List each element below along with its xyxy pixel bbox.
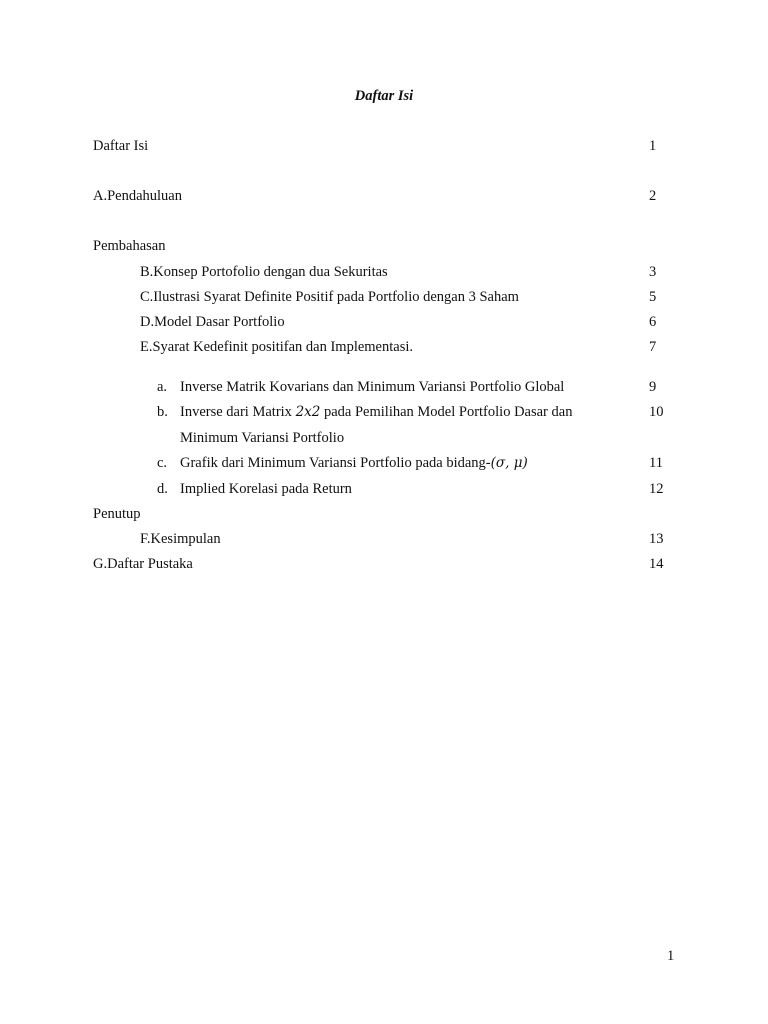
toc-entry-label [180, 402, 572, 422]
toc-subentry-letter: c. [157, 455, 168, 471]
toc-entry-label: A.Pendahuluan [93, 188, 182, 204]
toc-entry-page: 2 [649, 188, 657, 204]
toc-entry-page: 5 [649, 289, 657, 305]
toc-entry-label: Inverse Matrik Kovarians dan Minimum Variansi Portfolio Global [180, 379, 565, 395]
toc-section-pembahasan [93, 236, 683, 256]
toc-entry-kesimpulan [140, 529, 683, 549]
toc-entry-label: Penutup [93, 506, 141, 522]
toc-entry-page: 14 [649, 556, 664, 572]
toc-entry-page: 3 [649, 264, 657, 280]
toc-entry-label: Minimum Variansi Portfolio [180, 430, 345, 446]
label-text: pada Pemilihan Model Portfolio Dasar dan [320, 404, 573, 420]
toc-entry-pendahuluan [93, 186, 683, 206]
math-expression: 2x2 [295, 404, 321, 420]
toc-entry-label: Pembahasan [93, 238, 166, 254]
toc-subentry-letter: b. [157, 404, 168, 420]
toc-subentry-c [157, 453, 683, 473]
page-number: 1 [667, 948, 675, 964]
toc-entry-page: 1 [649, 138, 657, 154]
label-text: Inverse dari Matrix [180, 404, 296, 420]
toc-entry-label: Implied Korelasi pada Return [180, 481, 352, 497]
label-text: Grafik dari Minimum Variansi Portfolio pada bidang- [180, 455, 491, 471]
toc-section-penutup [93, 504, 683, 524]
toc-entry-label: G.Daftar Pustaka [93, 556, 193, 572]
toc-entry-label: B.Konsep Portofolio dengan dua Sekuritas [140, 264, 388, 280]
toc-entry-ilustrasi [140, 287, 683, 307]
toc-entry-label [180, 453, 528, 473]
toc-entry-page: 6 [649, 314, 657, 330]
toc-entry-page: 7 [649, 339, 657, 355]
toc-entry-daftar-isi [93, 136, 683, 156]
toc-entry-page: 10 [649, 404, 664, 420]
toc-entry-label: E.Syarat Kedefinit positifan dan Implementasi. [140, 339, 414, 355]
toc-entry-daftar-pustaka [93, 554, 683, 574]
toc-entry-model-dasar [140, 312, 683, 332]
toc-entry-label: C.Ilustrasi Syarat Definite Positif pada Portfolio dengan 3 Saham [140, 289, 519, 305]
toc-entry-page: 11 [649, 455, 663, 471]
toc-entry-page: 12 [649, 481, 664, 497]
toc-entry-label: Daftar Isi [93, 138, 149, 154]
toc-entry-syarat [140, 337, 683, 357]
page-title: Daftar Isi [354, 88, 414, 104]
toc-subentry-b [157, 402, 683, 422]
toc-subentry-b-continued [157, 428, 683, 448]
toc-entry-label: F.Kesimpulan [140, 531, 221, 547]
toc-subentry-d [157, 479, 683, 499]
math-expression: (σ, μ) [490, 455, 528, 471]
toc-entry-label: D.Model Dasar Portfolio [140, 314, 285, 330]
toc-entry-konsep [140, 262, 683, 282]
toc-subentry-a [157, 377, 683, 397]
toc-subentry-letter: d. [157, 481, 168, 497]
toc-entry-page: 13 [649, 531, 664, 547]
toc-subentry-letter: a. [157, 379, 168, 395]
toc-entry-page: 9 [649, 379, 657, 395]
